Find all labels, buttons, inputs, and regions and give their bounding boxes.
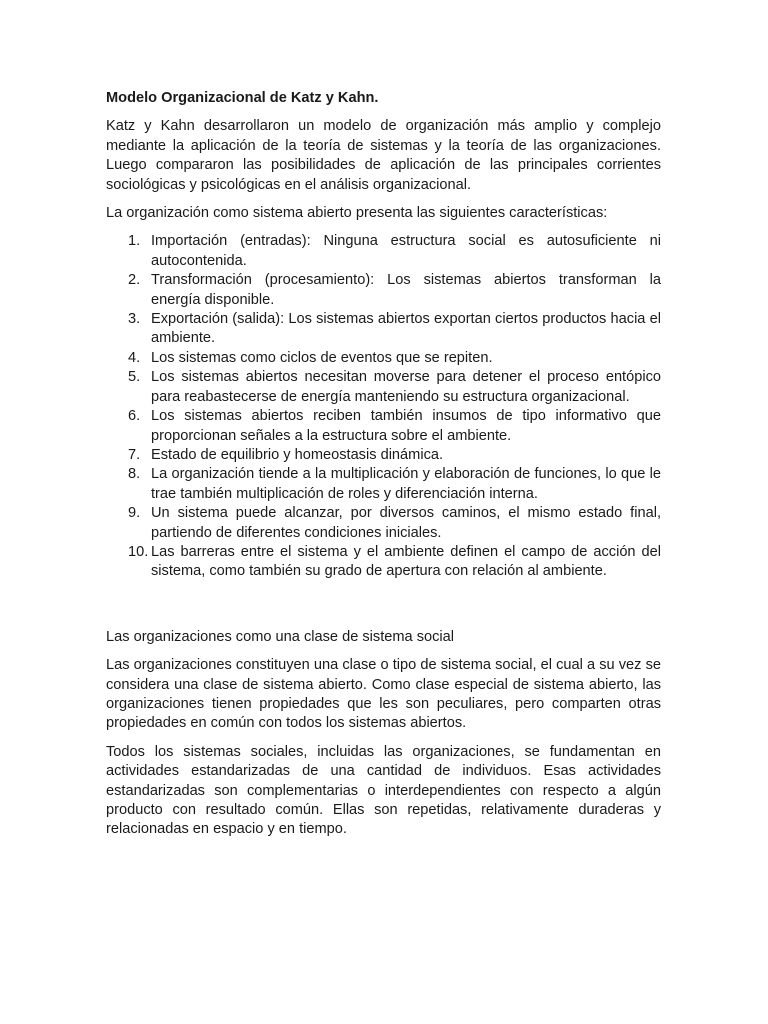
- list-item: [106, 465, 661, 504]
- list-item-text: Los sistemas abiertos reciben también insumos de tipo informativo que proporcionan señales a la estructura sobre el ambiente.: [151, 408, 661, 444]
- list-item-text: Los sistemas abiertos necesitan moverse para detener el proceso entópico para reabastecerse de energía manteniendo su estructura organizacional.: [151, 369, 661, 405]
- list-item-text: Importación (entradas): Ninguna estructura social es autosuficiente ni autocontenida.: [151, 233, 661, 269]
- list-item-number: 5.: [128, 369, 141, 386]
- section-paragraph: Las organizaciones constituyen una clase o tipo de sistema social, el cual a su vez se considera una clase de sistema abierto. Como clase especial de sistema abierto, las organizaciones tienen propiedades que les son peculiares, pero comparten otras propiedades en común con todos los sistemas abiertos.: [106, 657, 661, 732]
- list-item-text: Las barreras entre el sistema y el ambiente definen el campo de acción del sistema, como también su grado de apertura con relación al ambiente.: [151, 543, 661, 580]
- document-title: Modelo Organizacional de Katz y Kahn.: [106, 90, 379, 106]
- list-item: [106, 368, 661, 407]
- section-paragraph: Todos los sistemas sociales, incluidas las organizaciones, se fundamentan en actividades estandarizadas de una cantidad de individuos. Esas actividades estandarizadas son complementarias o interdependientes con respecto a algún producto con resultado común. Ellas son repetidas, relativamente duraderas y relacionadas en espacio y en tiempo.: [106, 743, 661, 838]
- list-lead-paragraph: La organización como sistema abierto presenta las siguientes características:: [106, 205, 608, 222]
- list-item-number: 2.: [128, 272, 141, 289]
- list-item: [106, 407, 661, 446]
- list-item-text: Transformación (procesamiento): Los sistemas abiertos transforman la energía disponible.: [151, 272, 661, 308]
- list-item-number: 8.: [128, 466, 141, 483]
- list-item-text: Los sistemas como ciclos de eventos que se repiten.: [151, 349, 493, 366]
- list-item-text: Estado de equilibrio y homeostasis dinámica.: [151, 446, 444, 463]
- list-item-text: Un sistema puede alcanzar, por diversos caminos, el mismo estado final, partiendo de diferentes condiciones iniciales.: [151, 505, 661, 541]
- list-item: [106, 504, 661, 543]
- list-item-text: La organización tiende a la multiplicación y elaboración de funciones, lo que le trae también multiplicación de roles y diferenciación interna.: [151, 466, 661, 502]
- list-item: [106, 349, 661, 368]
- list-item: [106, 271, 661, 310]
- intro-paragraph: Katz y Kahn desarrollaron un modelo de organización más amplio y complejo mediante la aplicación de la teoría de sistemas y la teoría de las organizaciones. Luego compararon las posibilidades de aplicación de las principales corrientes sociológicas y psicológicas en el análisis organizacional.: [106, 118, 661, 193]
- list-item-text: Exportación (salida): Los sistemas abiertos exportan ciertos productos hacia el ambiente.: [151, 311, 661, 347]
- list-item-number: 10.: [128, 543, 149, 560]
- list-item-number: 9.: [128, 505, 141, 522]
- list-item-number: 4.: [128, 349, 141, 366]
- list-item: [106, 232, 661, 271]
- list-item-number: 6.: [128, 408, 141, 425]
- list-item: [106, 310, 661, 349]
- list-item: [106, 543, 661, 582]
- list-item-number: 3.: [128, 311, 141, 328]
- document-page: [106, 89, 661, 849]
- list-item: [106, 446, 661, 465]
- features-list: [106, 232, 661, 581]
- list-item-number: 1.: [128, 233, 141, 250]
- section-heading: Las organizaciones como una clase de sistema social: [106, 628, 455, 645]
- list-item-number: 7.: [128, 446, 141, 463]
